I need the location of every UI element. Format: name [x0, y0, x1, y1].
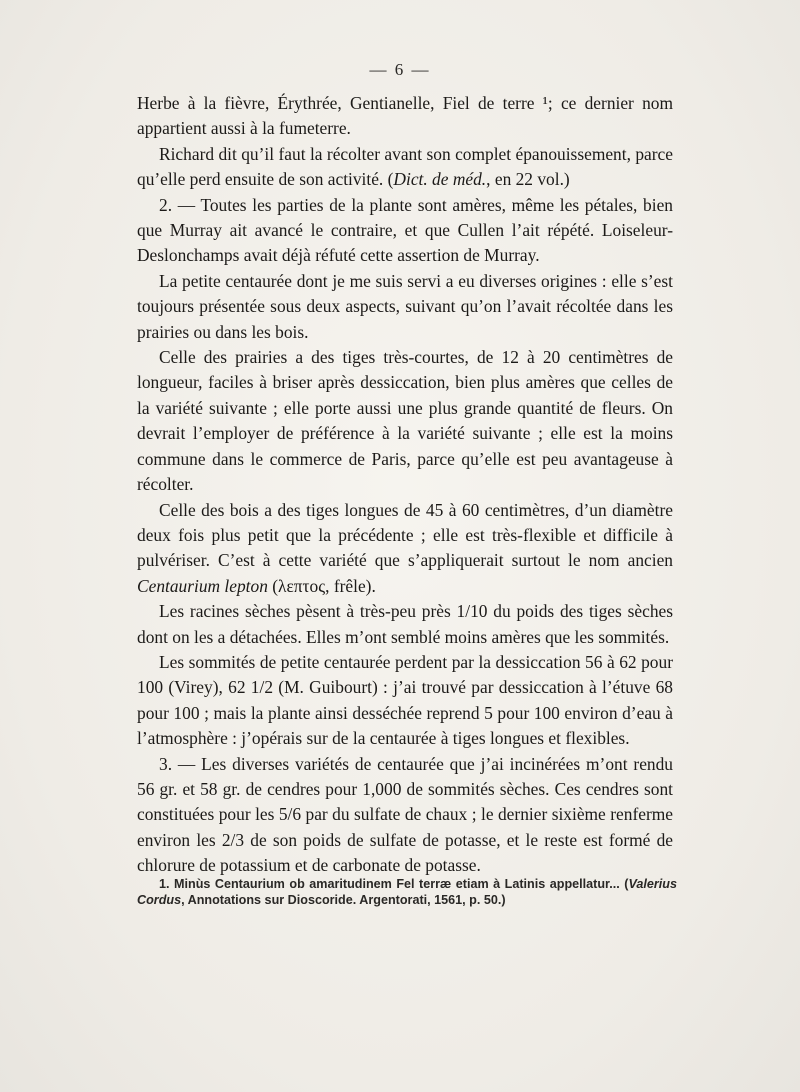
paragraph: Les sommités de petite centaurée perdent par la dessiccation 56 à 62 pour 100 (Virey), 62 1/2 (M. Guibourt) : j’ai trouvé par dessiccation à l’étuve 68 pour 100 ; mais la plante ainsi desséchée reprend 5 pour 100 environ d’eau à l’atmosphère : j’opérais sur de la centaurée à tiges longues et flexibles. — [137, 651, 673, 749]
paragraph: Herbe à la fièvre, Érythrée, Gentianelle, Fiel de terre ¹; ce dernier nom appartient aussi à la fumeterre. — [137, 93, 673, 139]
paragraph-text: Richard dit qu’il faut la récolter avant son complet épanouissement, parce qu’elle perd ensuite de son activité. ( — [137, 143, 673, 190]
italic-reference: Dict. de méd. — [393, 169, 487, 190]
paragraph-text: (λεπτος, frêle). — [267, 575, 376, 596]
paragraph: La petite centaurée dont je me suis servi a eu diverses origines : elle s’est toujours présentée sous deux aspects, suivant qu’on l’avait récoltée dans les prairies ou dans les bois. — [137, 270, 673, 342]
footnote-text-end: , Annotations sur Dioscoride. Argentorati, 1561, p. 50.) — [181, 893, 506, 907]
page-number: — 6 — — [369, 60, 431, 79]
footnote-text — [137, 876, 677, 908]
body-text — [137, 91, 673, 879]
paragraph — [137, 498, 673, 600]
footnote — [137, 876, 677, 908]
paragraph — [137, 142, 673, 193]
paragraph: 2. — Toutes les parties de la plante sont amères, même les pétales, bien que Murray ait avancé le contraire, et que Cullen l’ait répété. Loiseleur-Deslonchamps avait déjà réfuté cette assertion de Murray. — [137, 194, 673, 266]
paragraph: 3. — Les diverses variétés de centaurée que j’ai incinérées m’ont rendu 56 gr. et 58 gr. de cendres pour 1,000 de sommités sèches. Ces cendres sont constituées pour les 5/6 par du sulfate de chaux ; le dernier sixième renferme environ les 2/3 de son poids de sulfate de potasse, et le reste est formé de chlorure de potassium et de carbonate de potasse. — [137, 753, 673, 876]
italic-term: Centaurium lepton — [137, 575, 268, 596]
footnote-text-start: 1. Minùs Centaurium ob amaritudinem Fel terræ etiam à Latinis appellatur... ( — [159, 877, 629, 891]
paragraph-text: Celle des bois a des tiges longues de 45 à 60 centimètres, d’un diamètre deux fois plus petit que la précédente ; elle est très-flexible et difficile à pulvériser. C’est à cette variété que s’appliquerait surtout le nom ancien — [137, 499, 673, 571]
paragraph: Celle des prairies a des tiges très-courtes, de 12 à 20 centimètres de longueur, faciles à briser après dessiccation, bien plus amères que celles de la variété suivante ; elle porte aussi une plus grande quantité de fleurs. On devrait l’employer de préférence à la variété suivante ; elle est la moins commune dans le commerce de Paris, parce qu’elle est peu avantageuse à récolter. — [137, 347, 673, 495]
paragraph: Les racines sèches pèsent à très-peu près 1/10 du poids des tiges sèches dont on les a détachées. Elles m’ont semblé moins amères que les sommités. — [137, 601, 673, 647]
paragraph-text: , en 22 vol.) — [486, 169, 570, 190]
footnote-italic-author: Valerius Cordus — [137, 877, 677, 907]
